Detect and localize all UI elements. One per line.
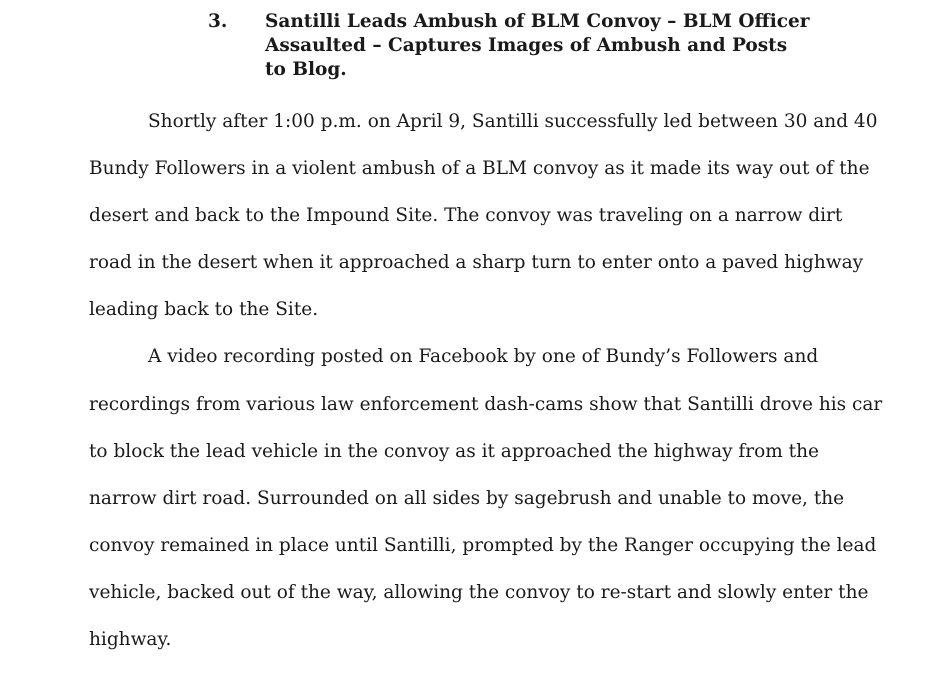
section-title-line: to Blog. bbox=[265, 59, 347, 80]
text-line: highway. bbox=[89, 629, 172, 650]
text-line: recordings from various law enforcement dash-cams show that Santilli drove his car bbox=[89, 394, 883, 415]
text-line: Bundy Followers in a violent ambush of a BLM convoy as it made its way out of the bbox=[89, 158, 870, 179]
section-title-line: Assaulted – Captures Images of Ambush and Posts bbox=[265, 35, 788, 56]
text-line: desert and back to the Impound Site. The convoy was traveling on a narrow dirt bbox=[89, 205, 843, 226]
text-line: vehicle, backed out of the way, allowing the convoy to re-start and slowly enter the bbox=[89, 582, 869, 603]
text-line: convoy remained in place until Santilli, prompted by the Ranger occupying the lead bbox=[89, 535, 877, 556]
text-line: narrow dirt road. Surrounded on all sides by sagebrush and unable to move, the bbox=[89, 488, 845, 509]
text-line: A video recording posted on Facebook by one of Bundy’s Followers and bbox=[148, 346, 819, 367]
text-line: leading back to the Site. bbox=[89, 299, 319, 320]
text-line: Shortly after 1:00 p.m. on April 9, Santilli successfully led between 30 and 40 bbox=[148, 111, 878, 132]
section-title-line: Santilli Leads Ambush of BLM Convoy – BLM Officer bbox=[265, 11, 810, 32]
section-number: 3. bbox=[208, 11, 228, 32]
text-line: road in the desert when it approached a sharp turn to enter onto a paved highway bbox=[89, 252, 864, 273]
section-title bbox=[265, 10, 905, 82]
text-line: to block the lead vehicle in the convoy as it approached the highway from the bbox=[89, 441, 819, 462]
